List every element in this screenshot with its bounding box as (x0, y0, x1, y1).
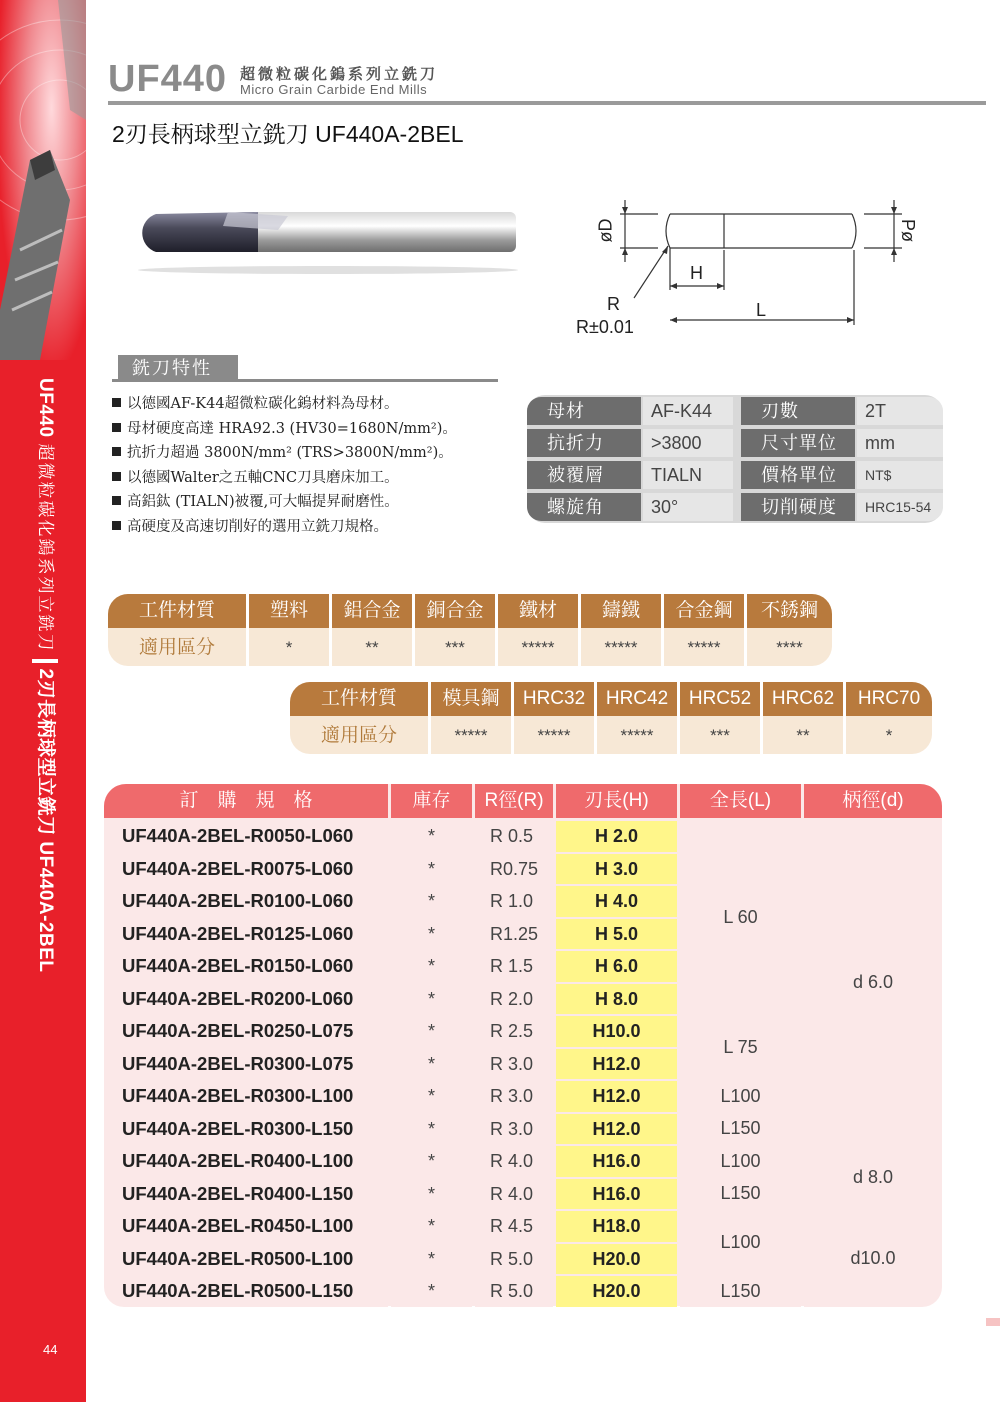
order-overall-length: L 60 (680, 821, 801, 1014)
order-shank-diameter: d10.0 (804, 1211, 942, 1307)
header-rule (108, 101, 986, 105)
spec-value: mm (857, 429, 943, 457)
material-rating: * (846, 720, 932, 752)
order-blade-length: H 3.0 (556, 854, 677, 885)
feature-item: 高硬度及高速切削好的選用立銑刀規格。 (112, 515, 457, 540)
material-header-label: 工件材質 (290, 682, 428, 716)
material-rating: ***** (581, 632, 661, 664)
order-overall-length: L100 (680, 1146, 801, 1177)
bullet-icon (112, 472, 121, 481)
side-cutter-photo (0, 0, 86, 360)
material-rating: * (249, 632, 329, 664)
order-blade-length: H20.0 (556, 1244, 677, 1275)
order-blade-length: H16.0 (556, 1179, 677, 1210)
order-blade-length: H10.0 (556, 1016, 677, 1047)
order-stock: * (391, 1244, 472, 1275)
order-code: UF440A-2BEL-R0300-L075 (104, 1049, 388, 1080)
overall-length-label: L (756, 300, 767, 320)
material-rating: ***** (664, 632, 744, 664)
order-header-shank: 柄徑(d) (804, 784, 942, 818)
order-code: UF440A-2BEL-R0300-L100 (104, 1081, 388, 1112)
order-header-stock: 庫存 (391, 784, 472, 818)
order-blade-length: H16.0 (556, 1146, 677, 1177)
order-stock: * (391, 1146, 472, 1177)
order-stock: * (391, 984, 472, 1015)
page-number: 44 (43, 1342, 58, 1357)
order-overall-length: L150 (680, 1276, 801, 1307)
spec-value: TIALN (643, 461, 733, 489)
material-rating: ** (332, 632, 412, 664)
order-radius: R1.25 (475, 919, 553, 950)
material-header-label: 工件材質 (108, 594, 246, 628)
order-header-overall-length: 全長(L) (680, 784, 801, 818)
order-overall-length: L100 (680, 1081, 801, 1112)
order-code: UF440A-2BEL-R0400-L100 (104, 1146, 388, 1177)
order-code: UF440A-2BEL-R0500-L150 (104, 1276, 388, 1307)
feature-item: 抗折力超過 3800N/mm² (TRS>3800N/mm²)。 (112, 441, 457, 466)
radius-label: R (607, 294, 620, 314)
radius-tolerance: R±0.01 (576, 317, 634, 337)
column-divider (594, 682, 597, 754)
order-stock: * (391, 1211, 472, 1242)
order-radius: R 1.0 (475, 886, 553, 917)
order-blade-length: H 6.0 (556, 951, 677, 982)
ball-end-mill-image (128, 196, 528, 281)
sidebar-series-code: UF440 (35, 378, 56, 438)
spec-label: 價格單位 (741, 461, 855, 489)
spec-label: 被覆層 (527, 461, 641, 489)
spec-label: 切削硬度 (741, 493, 855, 521)
material-column: 鐵材 (498, 594, 578, 628)
material-rating: ***** (597, 720, 677, 752)
diameter-d-label: øD (595, 218, 616, 243)
order-code: UF440A-2BEL-R0050-L060 (104, 821, 388, 852)
order-radius: R 4.0 (475, 1179, 553, 1210)
spec-value: NT$ (857, 461, 943, 489)
feature-item: 以德國Walter之五軸CNC刀具磨床加工。 (112, 466, 457, 491)
material-column: 模具鋼 (431, 682, 511, 716)
order-blade-length: H 5.0 (556, 919, 677, 950)
material-table-1 (108, 594, 832, 666)
material-rating: *** (680, 720, 760, 752)
order-blade-length: H12.0 (556, 1049, 677, 1080)
order-overall-length: L150 (680, 1179, 801, 1210)
sidebar-vertical-title (27, 378, 61, 998)
material-column: HRC42 (597, 682, 677, 716)
order-stock: * (391, 854, 472, 885)
order-header-radius: R徑(R) (475, 784, 553, 818)
order-blade-length: H 4.0 (556, 886, 677, 917)
spec-label: 抗折力 (527, 429, 641, 457)
series-name-cn: 超微粒碳化鎢系列立銑刀 (240, 66, 439, 83)
bullet-icon (112, 423, 121, 432)
series-name-en: Micro Grain Carbide End Mills (240, 82, 428, 97)
column-divider (744, 594, 747, 666)
order-shank-diameter: d 6.0 (804, 821, 942, 1144)
material-column: 塑料 (249, 594, 329, 628)
material-rating: ***** (431, 720, 511, 752)
bullet-icon (112, 496, 121, 505)
order-blade-length: H18.0 (556, 1211, 677, 1242)
material-rating: *** (415, 632, 495, 664)
order-code: UF440A-2BEL-R0400-L150 (104, 1179, 388, 1210)
dimension-drawing (570, 180, 930, 345)
column-divider (677, 682, 680, 754)
order-code: UF440A-2BEL-R0075-L060 (104, 854, 388, 885)
order-stock: * (391, 1016, 472, 1047)
order-radius: R 3.0 (475, 1081, 553, 1112)
material-table-2 (290, 682, 932, 754)
blade-length-label: H (690, 263, 703, 283)
order-blade-length: H12.0 (556, 1081, 677, 1112)
spec-value: 30° (643, 493, 733, 521)
features-tab: 銑刀特性 (118, 355, 238, 381)
column-divider (495, 594, 498, 666)
order-code: UF440A-2BEL-R0125-L060 (104, 919, 388, 950)
feature-item: 高鋁鈦 (TIALN)被覆,可大幅提昇耐磨性。 (112, 490, 457, 515)
order-radius: R 5.0 (475, 1276, 553, 1307)
diameter-p-label: Pø (898, 218, 919, 243)
column-divider (412, 594, 415, 666)
page-title: 2刃長柄球型立銑刀 UF440A-2BEL (112, 121, 464, 147)
bullet-icon (112, 398, 121, 407)
sidebar-product-code: UF440A-2BEL (35, 841, 56, 973)
order-blade-length: H20.0 (556, 1276, 677, 1307)
order-blade-length: H 8.0 (556, 984, 677, 1015)
material-rating: ** (763, 720, 843, 752)
order-radius: R 0.5 (475, 821, 553, 852)
order-table (104, 784, 942, 1306)
spec-value: 2T (857, 397, 943, 425)
column-divider (578, 594, 581, 666)
order-radius: R 4.5 (475, 1211, 553, 1242)
order-blade-length: H12.0 (556, 1114, 677, 1145)
column-divider (843, 682, 846, 754)
series-code: UF440 (108, 58, 228, 100)
order-header-blade-length: 刃長(H) (556, 784, 677, 818)
column-divider (760, 682, 763, 754)
spec-label: 螺旋角 (527, 493, 641, 521)
order-radius: R 2.0 (475, 984, 553, 1015)
spec-label: 尺寸單位 (741, 429, 855, 457)
order-header-code: 訂 購 規 格 (104, 784, 388, 818)
order-stock: * (391, 886, 472, 917)
order-code: UF440A-2BEL-R0250-L075 (104, 1016, 388, 1047)
bullet-icon (112, 447, 121, 456)
order-stock: * (391, 1081, 472, 1112)
material-value-label: 適用區分 (290, 720, 428, 752)
sidebar-separator (32, 659, 58, 663)
order-radius: R 4.0 (475, 1146, 553, 1177)
spec-label: 母材 (527, 397, 641, 425)
column-divider (246, 594, 249, 666)
column-divider (661, 594, 664, 666)
order-stock: * (391, 951, 472, 982)
order-code: UF440A-2BEL-R0200-L060 (104, 984, 388, 1015)
order-radius: R 1.5 (475, 951, 553, 982)
sidebar-series-name: 超微粒碳化鎢系列立銑刀 (36, 443, 55, 653)
order-code: UF440A-2BEL-R0500-L100 (104, 1244, 388, 1275)
material-column: HRC52 (680, 682, 760, 716)
material-value-label: 適用區分 (108, 632, 246, 664)
order-stock: * (391, 919, 472, 950)
order-stock: * (391, 1049, 472, 1080)
material-rating: **** (747, 632, 832, 664)
bullet-icon (112, 521, 121, 530)
order-code: UF440A-2BEL-R0150-L060 (104, 951, 388, 982)
spec-label: 刃數 (741, 397, 855, 425)
features-rule (112, 379, 498, 382)
order-radius: R0.75 (475, 854, 553, 885)
feature-item: 以德國AF-K44超微粒碳化鎢材料為母材。 (112, 392, 457, 417)
order-shank-diameter: d 8.0 (804, 1146, 942, 1209)
order-radius: R 3.0 (475, 1049, 553, 1080)
material-column: 不銹鋼 (747, 594, 832, 628)
spec-value: >3800 (643, 429, 733, 457)
material-column: HRC62 (763, 682, 843, 716)
material-column: 銅合金 (415, 594, 495, 628)
order-radius: R 5.0 (475, 1244, 553, 1275)
order-stock: * (391, 1114, 472, 1145)
material-rating: ***** (498, 632, 578, 664)
spec-value: HRC15-54 (857, 493, 943, 521)
material-column: 合金鋼 (664, 594, 744, 628)
column-divider (428, 682, 431, 754)
spec-table (527, 395, 943, 523)
column-divider (511, 682, 514, 754)
order-stock: * (391, 1179, 472, 1210)
spec-value: AF-K44 (643, 397, 733, 425)
material-column: 鋁合金 (332, 594, 412, 628)
order-overall-length: L 75 (680, 1016, 801, 1079)
corner-mark (986, 1318, 1000, 1326)
material-column: HRC70 (846, 682, 932, 716)
order-radius: R 2.5 (475, 1016, 553, 1047)
order-code: UF440A-2BEL-R0300-L150 (104, 1114, 388, 1145)
order-overall-length: L150 (680, 1114, 801, 1145)
column-divider (329, 594, 332, 666)
material-column: 鑄鐵 (581, 594, 661, 628)
feature-item: 母材硬度高達 HRA92.3 (HV30=1680N/mm²)。 (112, 417, 457, 442)
order-blade-length: H 2.0 (556, 821, 677, 852)
material-rating: ***** (514, 720, 594, 752)
order-stock: * (391, 821, 472, 852)
features-list (112, 392, 457, 540)
sidebar-product-name: 2刃長柄球型立銑刀 (35, 668, 56, 836)
order-stock: * (391, 1276, 472, 1307)
material-column: HRC32 (514, 682, 594, 716)
order-code: UF440A-2BEL-R0450-L100 (104, 1211, 388, 1242)
order-overall-length: L100 (680, 1211, 801, 1274)
order-radius: R 3.0 (475, 1114, 553, 1145)
order-code: UF440A-2BEL-R0100-L060 (104, 886, 388, 917)
